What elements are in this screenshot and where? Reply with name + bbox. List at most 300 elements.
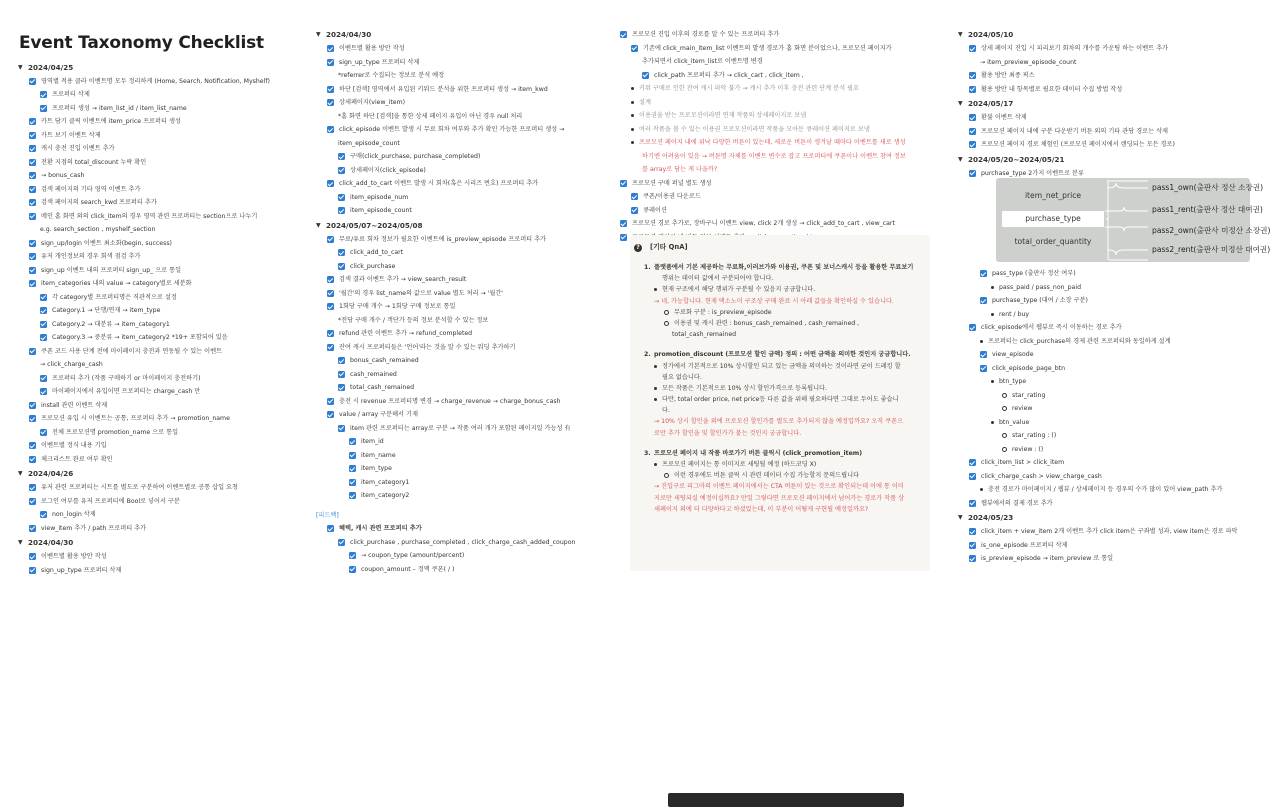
checklist-item[interactable] bbox=[18, 169, 286, 183]
toggle-heading[interactable] bbox=[18, 468, 286, 481]
checkbox-checked-icon[interactable] bbox=[980, 270, 987, 277]
item-text: 1회당 구매 개수 → 1회당 구매 정보로 통일 bbox=[339, 303, 456, 311]
checklist-item[interactable] bbox=[18, 304, 286, 318]
list-text bbox=[958, 308, 1250, 322]
checkbox-checked-icon[interactable] bbox=[327, 398, 334, 405]
list-text bbox=[316, 314, 606, 328]
item-text: click_add_to_cart bbox=[350, 249, 404, 257]
checkbox-checked-icon[interactable] bbox=[338, 167, 345, 174]
checklist-item[interactable] bbox=[316, 381, 606, 395]
toggle-heading[interactable] bbox=[316, 220, 606, 233]
item-text: 구매(click_purchase, purchase_completed) bbox=[350, 153, 481, 161]
checkbox-checked-icon[interactable] bbox=[29, 442, 36, 449]
checklist-item[interactable] bbox=[18, 210, 286, 224]
checkbox-checked-icon[interactable] bbox=[29, 553, 36, 560]
item-text: 2024/05/17 bbox=[968, 99, 1014, 109]
checklist-item[interactable] bbox=[958, 321, 1250, 335]
checkbox-checked-icon[interactable] bbox=[338, 371, 345, 378]
checklist-item[interactable] bbox=[958, 539, 1250, 553]
item-text: review : () bbox=[1012, 445, 1044, 453]
toggle-heading[interactable] bbox=[958, 29, 1250, 42]
checklist-item[interactable] bbox=[316, 354, 606, 368]
checklist-item[interactable] bbox=[18, 426, 286, 440]
item-text: item_category1 bbox=[361, 478, 410, 486]
checkbox-checked-icon[interactable] bbox=[969, 324, 976, 331]
checklist-item[interactable] bbox=[18, 129, 286, 143]
checkbox-checked-icon[interactable] bbox=[338, 357, 345, 364]
checklist-item[interactable] bbox=[620, 69, 932, 83]
checklist-item[interactable] bbox=[316, 435, 606, 449]
checklist-item[interactable] bbox=[316, 150, 606, 164]
checkbox-checked-icon[interactable] bbox=[969, 473, 976, 480]
checkbox-checked-icon[interactable] bbox=[349, 566, 356, 573]
list-text bbox=[620, 136, 932, 150]
list-text bbox=[18, 358, 286, 372]
item-text: btn_type bbox=[999, 378, 1027, 386]
toggle-heading[interactable] bbox=[316, 29, 606, 42]
checklist-item[interactable] bbox=[316, 287, 606, 301]
checkbox-checked-icon[interactable] bbox=[29, 213, 36, 220]
checklist-column-1 bbox=[18, 0, 286, 574]
checklist-item[interactable] bbox=[18, 399, 286, 413]
checkbox-checked-icon[interactable] bbox=[338, 207, 345, 214]
list-text bbox=[316, 69, 606, 83]
checklist-item[interactable] bbox=[316, 476, 606, 490]
checklist-item[interactable] bbox=[18, 331, 286, 345]
checklist-item[interactable] bbox=[620, 204, 932, 218]
checklist-item[interactable] bbox=[620, 217, 932, 231]
item-text: 프로퍼티 추가 (작품 구매하기 or 마이페이지 충전하기) bbox=[52, 374, 201, 382]
checklist-item[interactable] bbox=[316, 408, 606, 422]
checkbox-checked-icon[interactable] bbox=[29, 567, 36, 574]
checklist-item[interactable] bbox=[316, 395, 606, 409]
item-text: item_episode_num bbox=[350, 193, 409, 201]
checkbox-checked-icon[interactable] bbox=[338, 384, 345, 391]
item-text: review bbox=[1012, 405, 1033, 413]
checklist-item[interactable] bbox=[316, 273, 606, 287]
item-text: 프로모션 페이지 경로 체험인 (프로모션 페이지에서 랜딩되는 모든 경로) bbox=[981, 141, 1175, 149]
caret-down-icon[interactable]: ▼ bbox=[958, 31, 963, 39]
item-text: star_rating : () bbox=[1012, 432, 1057, 440]
toggle-heading[interactable] bbox=[18, 537, 286, 550]
item-text: 환불 이벤트 삭제 bbox=[981, 114, 1027, 122]
checklist-item[interactable] bbox=[18, 550, 286, 564]
checkbox-checked-icon[interactable] bbox=[29, 280, 36, 287]
checkbox-checked-icon[interactable] bbox=[969, 555, 976, 562]
item-text: 유저 관련 프로퍼티는 시트를 별도로 구분하여 이벤트별로 공통 삽입 요청 bbox=[41, 484, 239, 492]
checklist-item[interactable] bbox=[316, 368, 606, 382]
checklist-item[interactable] bbox=[18, 318, 286, 332]
checkbox-checked-icon[interactable] bbox=[327, 86, 334, 93]
list-text bbox=[958, 416, 1250, 430]
checkbox-checked-icon[interactable] bbox=[349, 479, 356, 486]
item-text: refund 관련 이벤트 추가 → refund_completed bbox=[339, 330, 473, 338]
item-text: item_episode_count bbox=[338, 139, 400, 147]
checklist-item[interactable] bbox=[316, 489, 606, 503]
checklist-item[interactable] bbox=[316, 536, 606, 550]
bullet-icon bbox=[980, 488, 983, 491]
checklist-item[interactable] bbox=[18, 264, 286, 278]
item-text: 추가되면서 click_item_list로 이벤트명 변경 bbox=[642, 58, 763, 66]
checklist-item[interactable] bbox=[18, 564, 286, 578]
list-text bbox=[958, 335, 1250, 349]
checkbox-checked-icon[interactable] bbox=[631, 207, 638, 214]
circle-bullet-icon bbox=[664, 321, 669, 326]
checkbox-checked-icon[interactable] bbox=[29, 484, 36, 491]
bullet-icon bbox=[980, 340, 983, 343]
qna-text: 행위는 데이터 값에서 구분되어야 합니다. bbox=[662, 275, 774, 283]
checklist-item[interactable] bbox=[316, 462, 606, 476]
checkbox-checked-icon[interactable] bbox=[338, 263, 345, 270]
caret-down-icon[interactable]: ▼ bbox=[18, 63, 23, 71]
caret-down-icon[interactable]: ▼ bbox=[958, 100, 963, 108]
diagram-box: item_net_price bbox=[1024, 190, 1082, 200]
checkbox-checked-icon[interactable] bbox=[29, 159, 36, 166]
item-text: 2024/05/20~2024/05/21 bbox=[968, 154, 1065, 164]
caret-down-icon[interactable]: ▼ bbox=[18, 470, 23, 478]
checklist-item[interactable] bbox=[958, 456, 1250, 470]
item-text: 2024/05/10 bbox=[968, 30, 1014, 40]
item-text: 2024/05/23 bbox=[968, 513, 1014, 523]
checkbox-checked-icon[interactable] bbox=[327, 525, 334, 532]
caret-down-icon[interactable]: ▼ bbox=[958, 155, 963, 163]
checklist-item[interactable] bbox=[316, 204, 606, 218]
checkbox-checked-icon[interactable] bbox=[327, 411, 334, 418]
item-text: 검색 페이지의 기타 영역 이벤트 추가 bbox=[41, 185, 141, 193]
item-text: 2024/04/30 bbox=[326, 30, 372, 40]
checkbox-checked-icon[interactable] bbox=[338, 425, 345, 432]
checklist-item[interactable] bbox=[316, 449, 606, 463]
qna-text: 지로만 세팅되실 예정이십까요? 만일 그렇다면 프로모션 페이지에서 넘어가는 경로가 작품 상 bbox=[654, 494, 905, 502]
checklist-item[interactable] bbox=[18, 196, 286, 210]
checkbox-checked-icon[interactable] bbox=[40, 307, 47, 314]
checklist-item[interactable] bbox=[18, 345, 286, 359]
item-text: btn_value bbox=[999, 418, 1030, 426]
embedded-image bbox=[668, 793, 904, 807]
checklist-item[interactable] bbox=[620, 190, 932, 204]
checkbox-checked-icon[interactable] bbox=[969, 542, 976, 549]
checklist-item[interactable] bbox=[958, 348, 1250, 362]
checkbox-checked-icon[interactable] bbox=[40, 388, 47, 395]
checkbox-checked-icon[interactable] bbox=[29, 415, 36, 422]
checkbox-checked-icon[interactable] bbox=[40, 375, 47, 382]
checkbox-checked-icon[interactable] bbox=[327, 236, 334, 243]
checklist-item[interactable] bbox=[316, 522, 606, 536]
item-text: item_type bbox=[361, 465, 392, 473]
checkbox-checked-icon[interactable] bbox=[969, 170, 976, 177]
checklist-item[interactable] bbox=[18, 250, 286, 264]
checklist-item[interactable] bbox=[958, 83, 1250, 97]
checklist-item[interactable] bbox=[18, 412, 286, 426]
checklist-item[interactable] bbox=[18, 277, 286, 291]
checklist-item[interactable] bbox=[316, 164, 606, 178]
item-text: 2024/05/07~2024/05/08 bbox=[326, 220, 423, 230]
item-text: is_one_episode 프로퍼티 삭제 bbox=[981, 541, 1068, 549]
checkbox-checked-icon[interactable] bbox=[980, 351, 987, 358]
list-text bbox=[316, 137, 606, 151]
qna-line bbox=[630, 349, 930, 360]
checklist-item[interactable] bbox=[958, 294, 1250, 308]
checkbox-checked-icon[interactable] bbox=[338, 194, 345, 201]
item-text: 활용 방안 최종 픽스 bbox=[981, 72, 1035, 80]
checkbox-checked-icon[interactable] bbox=[969, 72, 976, 79]
list-text bbox=[958, 375, 1250, 389]
item-text: 하단 [검색] 영역에서 유입된 키워드 분석을 위한 프로퍼티 생성 → item_kwd bbox=[339, 85, 548, 93]
checkbox-checked-icon[interactable] bbox=[327, 45, 334, 52]
checkbox-checked-icon[interactable] bbox=[620, 180, 627, 187]
checkbox-checked-icon[interactable] bbox=[29, 267, 36, 274]
checkbox-checked-icon[interactable] bbox=[40, 334, 47, 341]
checklist-item[interactable] bbox=[620, 42, 932, 56]
checkbox-checked-icon[interactable] bbox=[327, 290, 334, 297]
item-text: click_add_to_cart 이벤트 발생 시 회차(혹은 시리즈 번호) 프로퍼티 추가 bbox=[339, 180, 539, 188]
checklist-item[interactable] bbox=[316, 177, 606, 191]
qna-line bbox=[630, 459, 930, 470]
item-text: 이벤트별 활용 방안 작성 bbox=[41, 553, 107, 561]
qna-line bbox=[630, 416, 930, 427]
checklist-item[interactable] bbox=[18, 102, 286, 116]
item-text: click_item + view_item 2개 이벤트 추가 click item은 구좌별 성과, view item은 경로 파악 bbox=[981, 528, 1238, 536]
item-text: 각 category별 프로퍼티명은 직관적으로 설정 bbox=[52, 293, 177, 301]
list-text bbox=[620, 163, 932, 177]
checklist-item[interactable] bbox=[958, 42, 1250, 56]
checkbox-checked-icon[interactable] bbox=[29, 172, 36, 179]
item-text: 프로퍼티는 click_purchase의 경제 관련 프로퍼티와 동일하게 설계 bbox=[988, 337, 1171, 345]
caret-down-icon[interactable]: ▼ bbox=[18, 539, 23, 547]
checkbox-checked-icon[interactable] bbox=[969, 141, 976, 148]
qna-text: → 10% 상시 할인을 외에 프로모션 할인가를 별도로 추가되지 않을 예정입까요? 오직 쿠폰으 bbox=[654, 418, 904, 426]
checklist-item[interactable] bbox=[316, 563, 606, 577]
item-text: item_id bbox=[361, 438, 384, 446]
checklist-item[interactable] bbox=[18, 385, 286, 399]
checkbox-checked-icon[interactable] bbox=[620, 234, 627, 241]
checklist-item[interactable] bbox=[958, 69, 1250, 83]
checkbox-checked-icon[interactable] bbox=[40, 511, 47, 518]
checkbox-checked-icon[interactable] bbox=[338, 153, 345, 160]
checklist-item[interactable] bbox=[316, 96, 606, 110]
checkbox-checked-icon[interactable] bbox=[969, 45, 976, 52]
qna-text: → 네, 가능합니다. 현재 택소노미 구조상 구매 완료 시 아래 값들을 확인하실 수 있습니다. bbox=[654, 297, 894, 305]
item-text: 체크리스트 완료 여부 확인 bbox=[41, 455, 113, 463]
checklist-item[interactable] bbox=[18, 142, 286, 156]
item-text: 혜택, 캐시 관련 프로퍼티 추가 bbox=[339, 525, 422, 533]
checkbox-checked-icon[interactable] bbox=[29, 78, 36, 85]
checkbox-checked-icon[interactable] bbox=[327, 99, 334, 106]
checkbox-checked-icon[interactable] bbox=[29, 186, 36, 193]
qna-text: total_cash_remained bbox=[672, 331, 737, 339]
qna-line bbox=[630, 307, 930, 318]
circle-bullet-icon bbox=[1002, 393, 1007, 398]
item-text: 상세 페이지 진입 시 피리보기 회차의 개수를 카운팅 하는 이벤트 추가 bbox=[981, 45, 1169, 53]
checklist-item[interactable] bbox=[18, 439, 286, 453]
item-text: 웹뷰에서의 결제 경로 추가 bbox=[981, 499, 1053, 507]
checkbox-checked-icon[interactable] bbox=[29, 118, 36, 125]
checkbox-checked-icon[interactable] bbox=[620, 31, 627, 38]
item-text: 카트 담기 클릭 이벤트에 item_price 프로퍼티 생성 bbox=[41, 118, 181, 126]
checklist-item[interactable] bbox=[18, 372, 286, 386]
caret-down-icon[interactable]: ▼ bbox=[316, 221, 321, 229]
checklist-item[interactable] bbox=[316, 42, 606, 56]
checkbox-checked-icon[interactable] bbox=[349, 465, 356, 472]
checklist-item[interactable] bbox=[316, 83, 606, 97]
bullet-icon bbox=[654, 288, 657, 291]
page-title: Event Taxonomy Checklist bbox=[19, 33, 264, 53]
checklist-item[interactable] bbox=[18, 508, 286, 522]
checkbox-checked-icon[interactable] bbox=[29, 240, 36, 247]
item-text: view_item 추가 / path 프로퍼티 추가 bbox=[41, 524, 147, 532]
list-text bbox=[958, 56, 1250, 70]
checkbox-checked-icon[interactable] bbox=[631, 45, 638, 52]
caret-down-icon[interactable]: ▼ bbox=[958, 514, 963, 522]
caret-down-icon[interactable]: ▼ bbox=[316, 31, 321, 39]
toggle-heading[interactable] bbox=[958, 98, 1250, 111]
checklist-item[interactable] bbox=[958, 497, 1250, 511]
checkbox-checked-icon[interactable] bbox=[349, 492, 356, 499]
checkbox-checked-icon[interactable] bbox=[327, 126, 334, 133]
checklist-item[interactable] bbox=[18, 88, 286, 102]
checkbox-checked-icon[interactable] bbox=[327, 180, 334, 187]
qna-line bbox=[630, 372, 930, 383]
checklist-item[interactable] bbox=[620, 177, 932, 191]
checkbox-checked-icon[interactable] bbox=[29, 145, 36, 152]
checklist-item[interactable] bbox=[18, 75, 286, 89]
toggle-heading[interactable] bbox=[18, 62, 286, 75]
checkbox-checked-icon[interactable] bbox=[969, 128, 976, 135]
checkbox-checked-icon[interactable] bbox=[40, 321, 47, 328]
item-text: 유저 개인정보의 경우 회색 점검 추가 bbox=[41, 253, 141, 261]
checklist-item[interactable] bbox=[958, 267, 1250, 281]
item-text: bonus_cash_remained bbox=[350, 357, 419, 365]
checklist-item[interactable] bbox=[316, 56, 606, 70]
toggle-heading[interactable] bbox=[958, 512, 1250, 525]
checkbox-checked-icon[interactable] bbox=[29, 253, 36, 260]
checkbox-checked-icon[interactable] bbox=[29, 402, 36, 409]
item-text: item_episode_count bbox=[350, 207, 412, 215]
item-text: 이용권을 받는 프로모션이라면 연재 작품의 상세페이지로 보냄 bbox=[639, 112, 807, 120]
diagram-label: pass1_own(출판사 정산 소장권) bbox=[1152, 183, 1264, 192]
checkbox-checked-icon[interactable] bbox=[969, 528, 976, 535]
checklist-item[interactable] bbox=[316, 549, 606, 563]
bullet-icon bbox=[991, 286, 994, 289]
checkbox-checked-icon[interactable] bbox=[40, 429, 47, 436]
qna-line bbox=[630, 296, 930, 307]
item-text: 를 array로 담는 게 나을까? bbox=[642, 166, 718, 174]
checkbox-checked-icon[interactable] bbox=[969, 114, 976, 121]
checkbox-checked-icon[interactable] bbox=[327, 344, 334, 351]
item-text: total_cash_remained bbox=[350, 384, 415, 392]
checkbox-checked-icon[interactable] bbox=[338, 249, 345, 256]
checkbox-checked-icon[interactable] bbox=[40, 294, 47, 301]
checkbox-checked-icon[interactable] bbox=[338, 539, 345, 546]
item-text: → coupon_type (amount/percent) bbox=[361, 552, 465, 560]
diagram-box-selected: purchase_type bbox=[1002, 211, 1104, 227]
checklist-item[interactable] bbox=[18, 481, 286, 495]
circle-bullet-icon bbox=[664, 473, 669, 478]
checkbox-checked-icon[interactable] bbox=[969, 500, 976, 507]
checklist-item[interactable] bbox=[316, 233, 606, 247]
checklist-item[interactable] bbox=[316, 246, 606, 260]
checkbox-checked-icon[interactable] bbox=[620, 220, 627, 227]
list-text bbox=[316, 110, 606, 124]
checkbox-checked-icon[interactable] bbox=[40, 91, 47, 98]
checklist-item[interactable] bbox=[958, 362, 1250, 376]
qna-text: 무료화 구분 : is_preview_episode bbox=[674, 308, 772, 316]
checkbox-checked-icon[interactable] bbox=[29, 498, 36, 505]
item-text: 설계 bbox=[639, 98, 651, 106]
list-text bbox=[620, 55, 932, 69]
checklist-item[interactable] bbox=[958, 470, 1250, 484]
checklist-item[interactable] bbox=[18, 453, 286, 467]
checkbox-checked-icon[interactable] bbox=[969, 86, 976, 93]
checkbox-checked-icon[interactable] bbox=[349, 552, 356, 559]
qna-line bbox=[630, 481, 930, 492]
checklist-item[interactable] bbox=[958, 525, 1250, 539]
toggle-heading[interactable] bbox=[958, 154, 1250, 167]
checkbox-checked-icon[interactable] bbox=[980, 297, 987, 304]
checklist-item[interactable] bbox=[958, 111, 1250, 125]
checklist-item[interactable] bbox=[18, 183, 286, 197]
item-text: install 관련 이벤트 삭제 bbox=[41, 401, 108, 409]
circle-bullet-icon bbox=[664, 310, 669, 315]
checkbox-checked-icon[interactable] bbox=[631, 193, 638, 200]
checkbox-checked-icon[interactable] bbox=[29, 456, 36, 463]
checklist-item[interactable] bbox=[316, 327, 606, 341]
checkbox-checked-icon[interactable] bbox=[29, 348, 36, 355]
checklist-item[interactable] bbox=[958, 125, 1250, 139]
checklist-item[interactable] bbox=[18, 115, 286, 129]
checkbox-checked-icon[interactable] bbox=[969, 459, 976, 466]
checkbox-checked-icon[interactable] bbox=[327, 330, 334, 337]
qna-list bbox=[630, 262, 930, 515]
item-text: view_episode bbox=[992, 351, 1034, 359]
checkbox-checked-icon[interactable] bbox=[327, 303, 334, 310]
item-text: click_episode 이벤트 발생 시 무료 회차 여부와 추가 확인 가능한 프로퍼티 생성 → bbox=[339, 126, 565, 134]
checklist-item[interactable] bbox=[316, 300, 606, 314]
checklist-item[interactable] bbox=[316, 191, 606, 205]
checklist-item[interactable] bbox=[18, 522, 286, 536]
bullet-icon bbox=[654, 398, 657, 401]
checkbox-checked-icon[interactable] bbox=[29, 199, 36, 206]
checkbox-checked-icon[interactable] bbox=[327, 276, 334, 283]
item-text: '월간'의 경우 list_name의 값으로 value 별도 처리 → '월간' bbox=[339, 289, 504, 297]
checkbox-checked-icon[interactable] bbox=[349, 452, 356, 459]
qna-line bbox=[630, 273, 930, 284]
bullet-icon bbox=[654, 365, 657, 368]
checklist-item[interactable] bbox=[316, 422, 606, 436]
checkbox-checked-icon[interactable] bbox=[29, 132, 36, 139]
checklist-item[interactable] bbox=[316, 341, 606, 355]
checklist-item[interactable] bbox=[18, 291, 286, 305]
qna-line bbox=[630, 470, 930, 481]
checklist-item[interactable] bbox=[958, 552, 1250, 566]
item-text: sign_up_type 프로퍼티 삭제 bbox=[339, 58, 420, 66]
item-text: → bonus_cash bbox=[41, 172, 85, 180]
checklist-item[interactable] bbox=[316, 123, 606, 137]
checkbox-checked-icon[interactable] bbox=[642, 72, 649, 79]
checkbox-checked-icon[interactable] bbox=[980, 365, 987, 372]
checklist-item[interactable] bbox=[18, 237, 286, 251]
checkbox-checked-icon[interactable] bbox=[29, 525, 36, 532]
item-text: 프로모션 구매 퍼널 별도 생성 bbox=[632, 179, 712, 187]
checkbox-checked-icon[interactable] bbox=[40, 105, 47, 112]
checklist-item[interactable] bbox=[18, 156, 286, 170]
checkbox-checked-icon[interactable] bbox=[349, 438, 356, 445]
checkbox-checked-icon[interactable] bbox=[327, 59, 334, 66]
checklist-item[interactable] bbox=[18, 495, 286, 509]
checklist-item[interactable] bbox=[316, 260, 606, 274]
checklist-item[interactable] bbox=[620, 28, 932, 42]
checklist-item[interactable] bbox=[958, 138, 1250, 152]
